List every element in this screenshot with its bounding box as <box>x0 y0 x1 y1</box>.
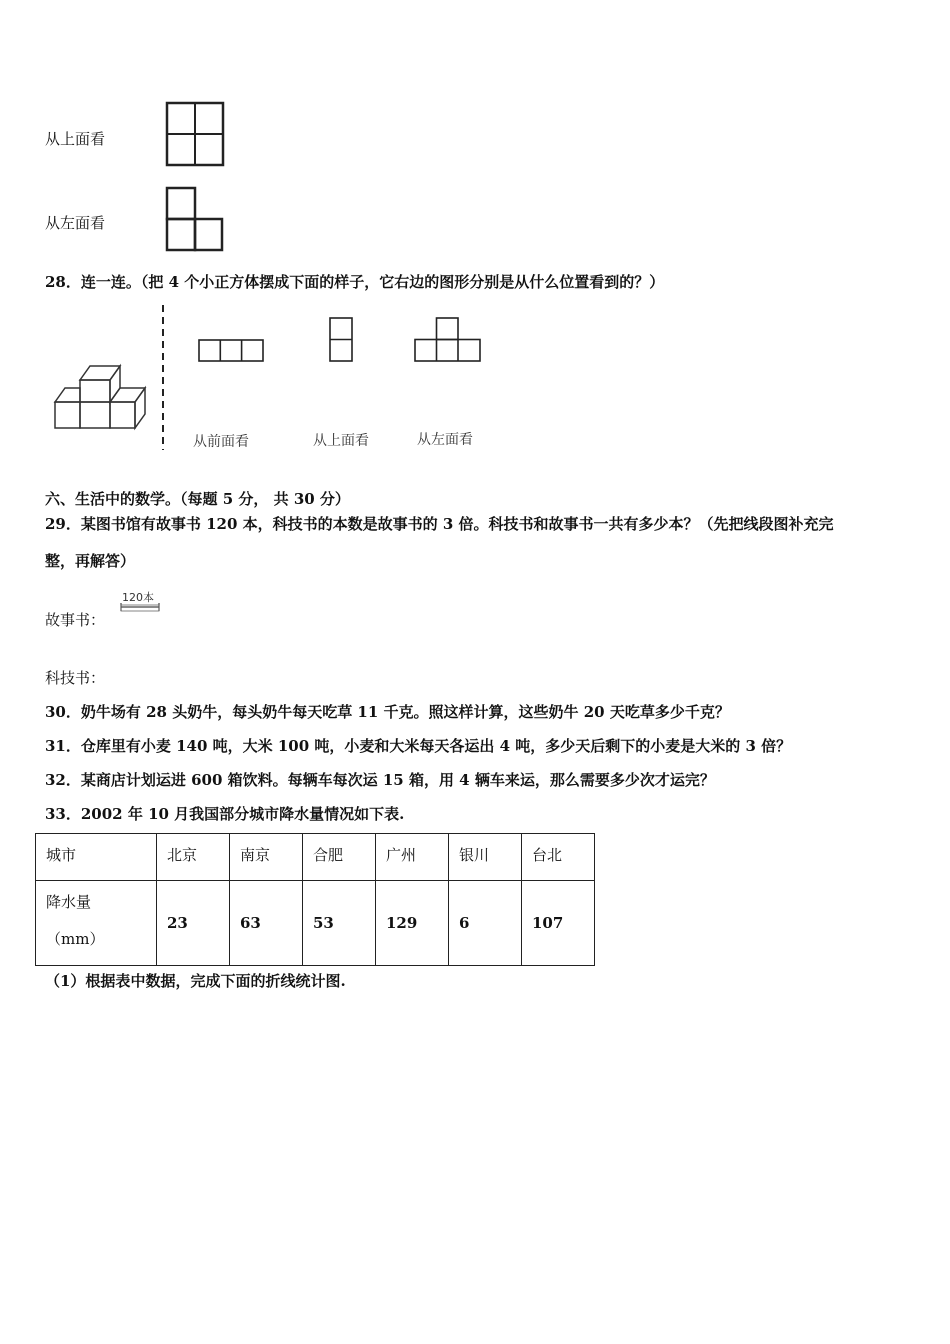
rainfall-label-line2: （mm） <box>46 930 105 948</box>
dashed-divider <box>160 305 166 450</box>
q28-text: 28．连一连。（把 4 个小正方体摆成下面的样子，它右边的图形分别是从什么位置看到的？） <box>45 273 665 291</box>
story-books-label: 故事书： <box>45 611 106 629</box>
q29-line2: 整，再解答） <box>45 552 136 570</box>
rainfall-label-line1: 降水量 <box>46 893 92 911</box>
header-label-cell: 城市 <box>36 834 157 881</box>
city-cell: 合肥 <box>303 834 376 881</box>
top-view-figure <box>165 101 227 167</box>
cube-stack-figure <box>50 360 150 435</box>
figure-label-left: 从左面看 <box>417 432 473 448</box>
top-view-shape <box>329 317 355 363</box>
q32-text: 32．某商店计划运进 600 箱饮料。每辆车每次运 15 箱，用 4 辆车来运，那么需要多少次才运完？ <box>45 771 715 789</box>
section6-heading: 六、生活中的数学。（每题 5 分， 共 30 分） <box>45 490 350 508</box>
q31-text: 31．仓库里有小麦 140 吨，大米 100 吨，小麦和大米每天各运出 4 吨，多少天后剩下的小麦是大米的 3 倍？ <box>45 737 792 755</box>
rainfall-value-cell: 129 <box>376 881 449 966</box>
rainfall-value-cell: 63 <box>230 881 303 966</box>
rainfall-value-cell: 6 <box>449 881 522 966</box>
table-header-row <box>36 834 595 881</box>
rainfall-table <box>35 833 595 966</box>
rainfall-value-cell: 23 <box>157 881 230 966</box>
top-view-label: 从上面看 <box>45 130 106 148</box>
figure-label-top: 从上面看 <box>313 433 369 449</box>
left-view-figure <box>165 186 227 252</box>
city-cell: 广州 <box>376 834 449 881</box>
city-cell: 台北 <box>522 834 595 881</box>
rainfall-label-cell <box>36 881 157 966</box>
q29-line1: 29．某图书馆有故事书 120 本，科技书的本数是故事书的 3 倍。科技书和故事书一共有多少本？（先把线段图补充完 <box>45 515 834 533</box>
figure-label-front: 从前面看 <box>193 434 249 450</box>
table-value-row <box>36 881 595 966</box>
story-books-segment <box>120 602 162 612</box>
q33-sub1: （1）根据表中数据，完成下面的折线统计图. <box>45 972 346 990</box>
city-cell: 南京 <box>230 834 303 881</box>
rainfall-value-cell: 107 <box>522 881 595 966</box>
city-cell: 银川 <box>449 834 522 881</box>
left-view-shape <box>414 317 484 363</box>
q33-text: 33．2002 年 10 月我国部分城市降水量情况如下表. <box>45 805 405 823</box>
science-books-label: 科技书： <box>45 669 106 687</box>
front-view-shape <box>198 339 266 363</box>
city-cell: 北京 <box>157 834 230 881</box>
segment-label: 120本 <box>122 591 154 604</box>
rainfall-value-cell: 53 <box>303 881 376 966</box>
q30-text: 30．奶牛场有 28 头奶牛，每头奶牛每天吃草 11 千克。照这样计算，这些奶牛 20 天吃草多少千克？ <box>45 703 730 721</box>
left-view-label: 从左面看 <box>45 214 106 232</box>
